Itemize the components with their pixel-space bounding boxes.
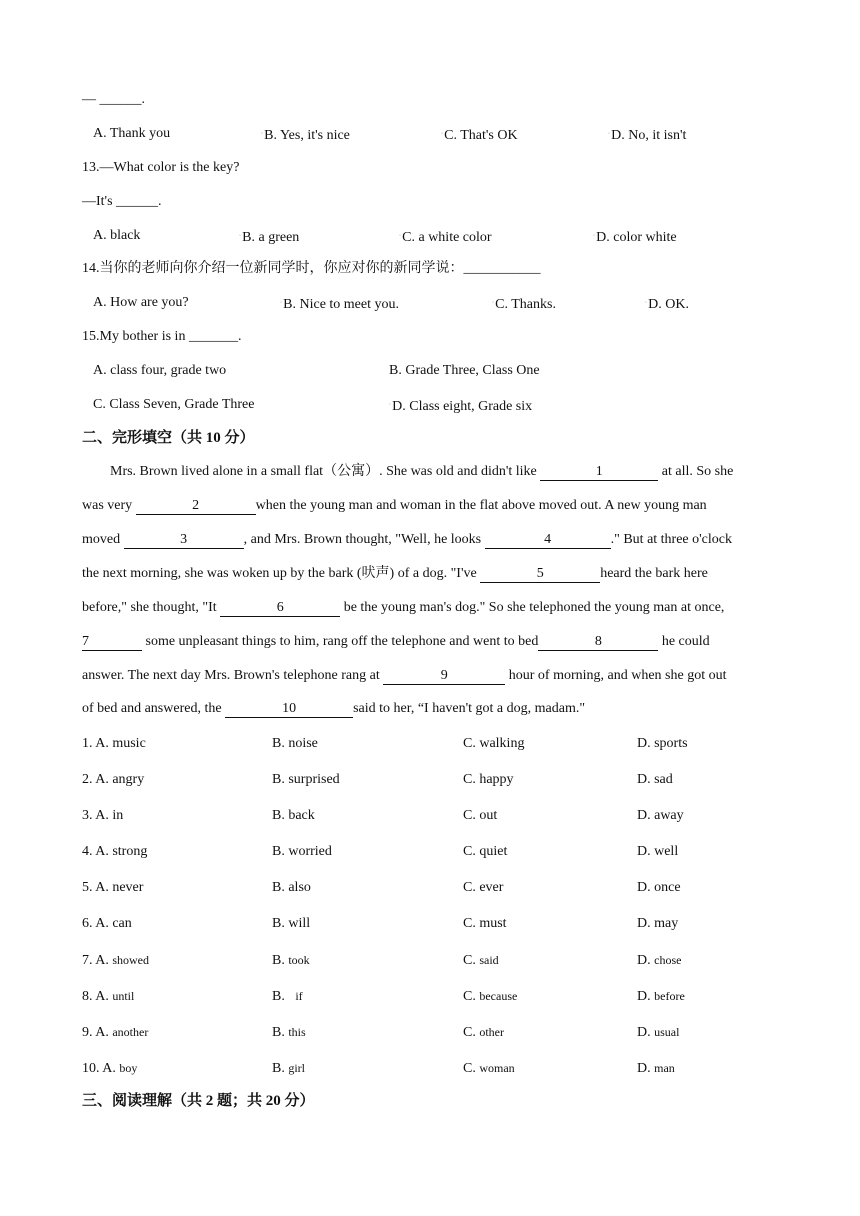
option-letter: B. <box>272 989 285 1004</box>
passage-line-5 <box>82 598 782 618</box>
q14-option-c-text: C. Thanks. <box>495 297 556 312</box>
option-letter: B. <box>272 1061 285 1076</box>
q14-question: 14.当你的老师向你介绍一位新同学时，你应对你的新同学说：___________ <box>82 261 541 276</box>
passage-text: was very <box>82 498 136 513</box>
cloze-2-option-d: D. sad <box>637 772 673 787</box>
option-word: usual <box>654 1025 680 1039</box>
option-word: woman <box>479 1061 515 1075</box>
blank-5: 5 <box>480 565 600 583</box>
blank-3: 3 <box>124 531 244 549</box>
option-marker-icon: ◦ <box>280 300 283 306</box>
q15-question: 15.My bother is in _______. <box>82 329 242 344</box>
q15-option-d <box>389 395 532 417</box>
passage-text: he could <box>658 634 710 649</box>
q13-option-b <box>239 226 299 248</box>
passage-text: heard the bark here <box>600 566 708 581</box>
option-marker-icon: ◦ <box>645 300 648 306</box>
cloze-3-option-c: C. out <box>463 808 498 823</box>
passage-line-6 <box>82 632 782 652</box>
section-3-title: 三、阅读理解（共 2 题；共 20 分） <box>82 1093 315 1109</box>
blank-10: 10 <box>225 700 353 718</box>
cloze-4-option-b: B. worried <box>272 844 332 859</box>
q13-option-d-text: D. color white <box>596 230 677 245</box>
cloze-6-option-b: B. will <box>272 916 311 931</box>
blank-2: 2 <box>136 497 256 515</box>
blank-1: 1 <box>540 463 658 481</box>
cloze-7-option-d <box>637 950 681 971</box>
q13-option-c-text: C. a white color <box>402 230 492 245</box>
option-marker-icon: ◦ <box>389 402 392 408</box>
option-letter: C. <box>463 953 476 968</box>
cloze-10-option-c <box>463 1058 515 1079</box>
option-letter: B. <box>272 953 285 968</box>
passage-text: be the young man's dog." So she telephoned the young man at once, <box>340 600 725 615</box>
option-word: this <box>288 1025 306 1039</box>
cloze-7-option-c <box>463 950 499 971</box>
option-marker-icon: ◦ <box>239 233 242 239</box>
option-word: if <box>295 989 303 1003</box>
section-2-title: 二、完形填空（共 10 分） <box>82 430 255 446</box>
passage-line-4 <box>82 564 782 584</box>
q13-option-c <box>399 226 492 248</box>
cloze-6-option-a: 6. A. can <box>82 916 132 931</box>
cloze-10-option-b <box>272 1058 305 1079</box>
passage-line-2 <box>82 496 782 516</box>
q15-option-a: A. class four, grade two <box>93 363 227 378</box>
cloze-1-option-d: D. sports <box>637 736 688 751</box>
cloze-1-option-c: C. walking <box>463 736 525 751</box>
option-word: girl <box>288 1061 306 1075</box>
cloze-9-option-d <box>637 1022 679 1043</box>
cloze-3-option-b: B. back <box>272 808 315 823</box>
option-letter: B. <box>272 1025 285 1040</box>
passage-text: some unpleasant things to him, rang off the telephone and went to bed <box>142 634 539 649</box>
option-word: man <box>654 1061 675 1075</box>
cloze-3-option-d: D. away <box>637 808 684 823</box>
q12-answer-line: — ______. <box>82 92 145 107</box>
q15-option-c: C. Class Seven, Grade Three <box>93 397 255 412</box>
blank-4: 4 <box>485 531 611 549</box>
option-letter: D. <box>637 1061 651 1076</box>
q12-option-d <box>608 124 686 146</box>
cloze-5-option-a: 5. A. never <box>82 880 144 895</box>
q13-option-d <box>593 226 677 248</box>
option-letter: C. <box>463 1061 476 1076</box>
cloze-9-option-c <box>463 1022 504 1043</box>
option-letter: D. <box>637 953 651 968</box>
cloze-4-option-c: C. quiet <box>463 844 508 859</box>
passage-text: at all. So she <box>658 464 734 479</box>
option-marker-icon: ◦ <box>593 233 596 239</box>
option-marker-icon: ◦ <box>608 131 611 137</box>
passage-text: ." But at three o'clock <box>610 532 732 547</box>
option-word: took <box>288 953 310 967</box>
cloze-9-option-b <box>272 1022 306 1043</box>
option-word: another <box>112 1025 149 1039</box>
option-word: other <box>479 1025 504 1039</box>
q14-option-a: A. How are you? <box>93 295 189 310</box>
passage-text: , and Mrs. Brown thought, "Well, he looks <box>243 532 485 547</box>
option-marker-icon: ◦ <box>261 131 264 137</box>
passage-line-8 <box>82 699 782 719</box>
option-word: boy <box>119 1061 138 1075</box>
cloze-1-option-b: B. noise <box>272 736 318 751</box>
option-letter: 9. A. <box>82 1025 109 1040</box>
cloze-10-option-d <box>637 1058 675 1079</box>
q12-option-a: A. Thank you <box>93 126 171 141</box>
option-word: showed <box>112 953 150 967</box>
cloze-1-option-a: 1. A. music <box>82 736 146 751</box>
blank-9: 9 <box>383 667 505 685</box>
cloze-5-option-d: D. once <box>637 880 681 895</box>
blank-7: 7 <box>82 633 142 651</box>
cloze-5-option-c: C. ever <box>463 880 504 895</box>
option-letter: 7. A. <box>82 953 109 968</box>
q15-option-b: B. Grade Three, Class One <box>389 363 540 378</box>
q12-option-b <box>261 124 350 146</box>
q13-option-b-text: B. a green <box>242 230 300 245</box>
q13-question: 13.—What color is the key? <box>82 160 240 175</box>
option-letter: D. <box>637 989 651 1004</box>
passage-text: of bed and answered, the <box>82 701 226 716</box>
passage-line-3 <box>82 530 782 550</box>
q14-option-c <box>492 293 556 315</box>
q13-option-a: A. black <box>93 228 141 243</box>
passage-text: the next morning, she was woken up by the bark (吠声) of a dog. "I've <box>82 566 481 581</box>
option-letter: C. <box>463 1025 476 1040</box>
cloze-3-option-a: 3. A. in <box>82 808 124 823</box>
option-word: because <box>479 989 518 1003</box>
q14-option-d <box>645 293 689 315</box>
cloze-9-option-a <box>82 1022 148 1043</box>
q14-option-b <box>280 293 399 315</box>
option-marker-icon: ◦ <box>492 300 495 306</box>
cloze-4-option-a: 4. A. strong <box>82 844 148 859</box>
cloze-5-option-b: B. also <box>272 880 311 895</box>
cloze-2-option-b: B. surprised <box>272 772 340 787</box>
cloze-8-option-d <box>637 986 685 1007</box>
option-marker-icon: ◦ <box>441 131 444 137</box>
cloze-2-option-c: C. happy <box>463 772 514 787</box>
cloze-8-option-c <box>463 986 517 1007</box>
blank-8: 8 <box>538 633 658 651</box>
option-letter: 10. A. <box>82 1061 116 1076</box>
cloze-2-option-a: 2. A. angry <box>82 772 145 787</box>
option-letter: D. <box>637 1025 651 1040</box>
passage-text: said to her, “I haven't got a dog, madam." <box>353 701 586 716</box>
option-word: until <box>112 989 135 1003</box>
cloze-7-option-a <box>82 950 149 971</box>
q12-option-d-text: D. No, it isn't <box>611 128 687 143</box>
passage-text: Mrs. Brown lived alone in a small flat（公寓）. She was old and didn't like <box>110 464 541 479</box>
q12-option-c-text: C. That's OK <box>444 128 518 143</box>
passage-text: before," she thought, "It <box>82 600 221 615</box>
q15-option-d-text: D. Class eight, Grade six <box>392 399 533 414</box>
q12-option-c <box>441 124 518 146</box>
q13-answer-line: —It's ______. <box>82 194 162 209</box>
cloze-8-option-b <box>272 986 303 1007</box>
passage-text: moved <box>82 532 124 547</box>
passage-line-1 <box>82 462 782 482</box>
cloze-8-option-a <box>82 986 134 1007</box>
q14-option-d-text: D. OK. <box>648 297 689 312</box>
option-word: chose <box>654 953 682 967</box>
option-letter: C. <box>463 989 476 1004</box>
passage-text: hour of morning, and when she got out <box>505 668 727 683</box>
q14-option-b-text: B. Nice to meet you. <box>283 297 400 312</box>
option-word: before <box>654 989 685 1003</box>
cloze-7-option-b <box>272 950 310 971</box>
cloze-10-option-a <box>82 1058 137 1079</box>
passage-text: when the young man and woman in the flat above moved out. A new young man <box>255 498 707 513</box>
option-word: said <box>479 953 499 967</box>
passage-line-7 <box>82 666 782 686</box>
passage-text: answer. The next day Mrs. Brown's telephone rang at <box>82 668 384 683</box>
cloze-4-option-d: D. well <box>637 844 679 859</box>
option-letter: 8. A. <box>82 989 109 1004</box>
blank-6: 6 <box>220 599 340 617</box>
cloze-6-option-d: D. may <box>637 916 679 931</box>
q12-option-b-text: B. Yes, it's nice <box>264 128 350 143</box>
cloze-6-option-c: C. must <box>463 916 507 931</box>
option-marker-icon: ◦ <box>399 233 402 239</box>
